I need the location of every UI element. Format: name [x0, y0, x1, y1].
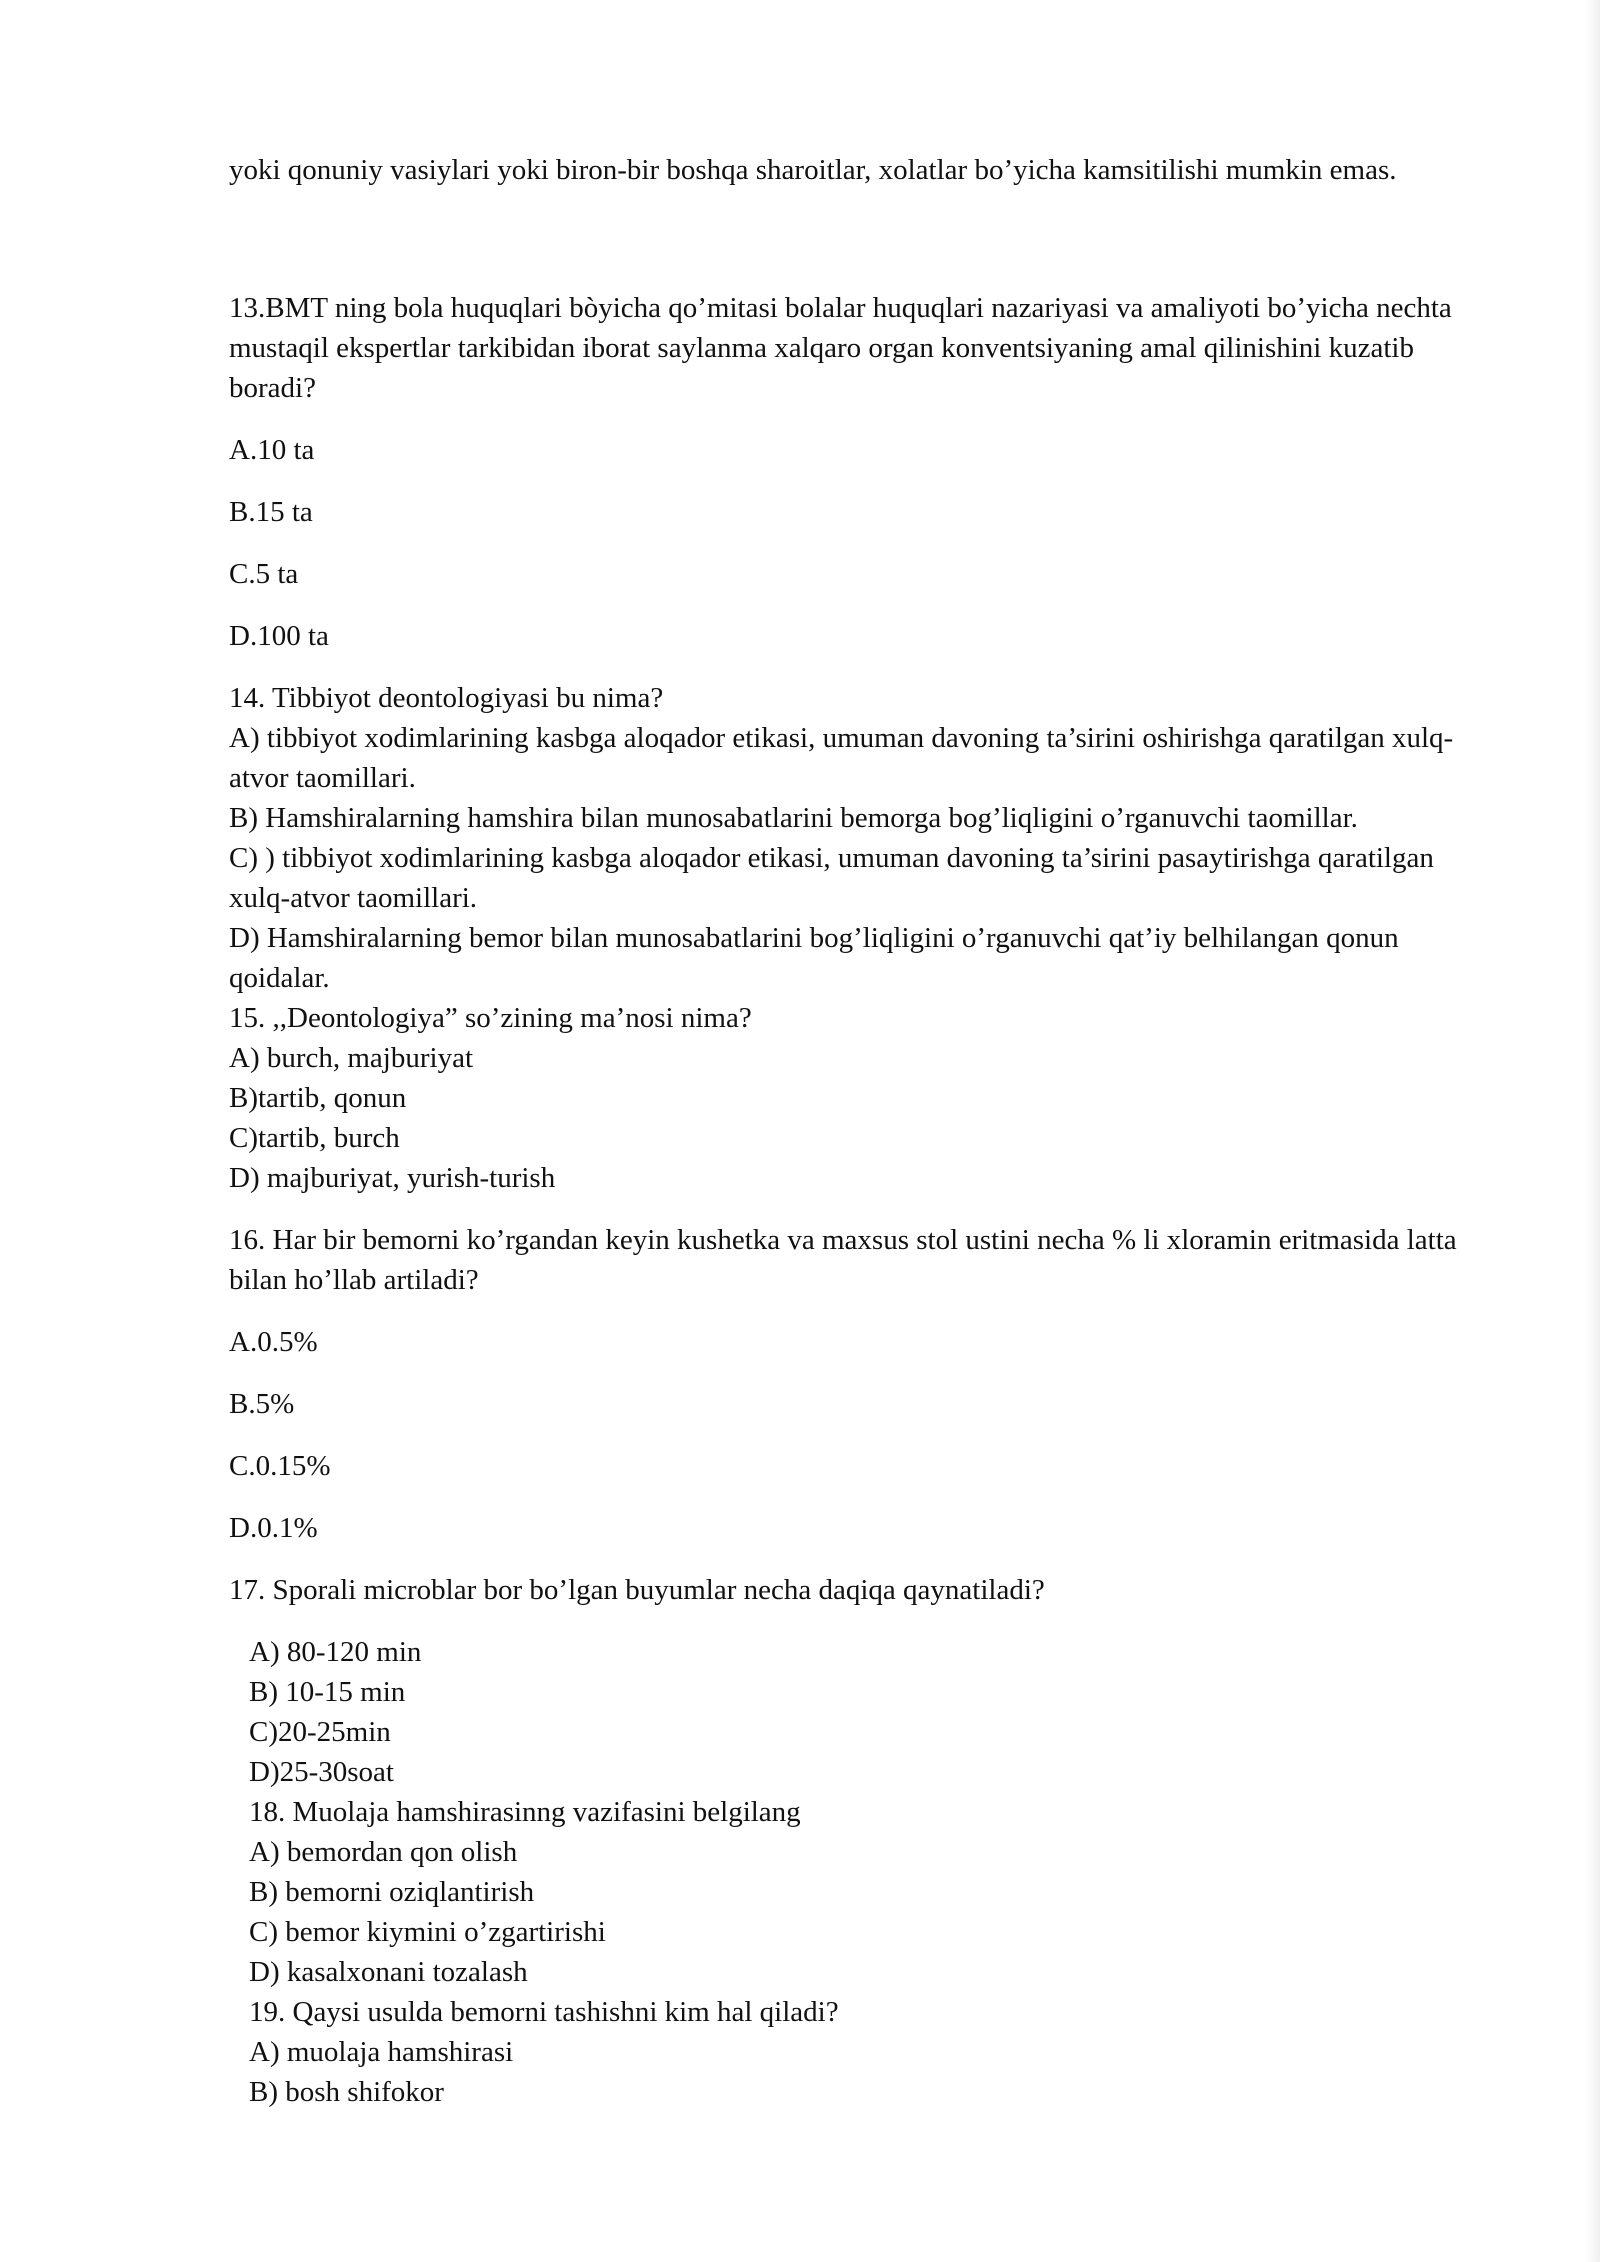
q18-option-a: A) bemordan qon olish [249, 1836, 518, 1868]
q17-option-b: B) 10-15 min [249, 1676, 406, 1708]
q18-option-b: B) bemorni oziqlantirish [249, 1876, 535, 1908]
q16-option-a: A.0.5% [229, 1326, 318, 1358]
question-18: 18. Muolaja hamshirasinng vazifasini belgilang [249, 1796, 801, 1828]
question-14: 14. Tibbiyot deontologiyasi bu nima? [229, 682, 664, 714]
question-19: 19. Qaysi usulda bemorni tashishni kim hal qiladi? [249, 1996, 839, 2028]
question-13: 13.BMT ning bola huquqlari bòyicha qo’mitasi bolalar huquqlari nazariyasi va amaliyoti bo’yicha nechta mustaqil ekspertlar tarkibidan iborat saylanma xalqaro organ konventsiyaning amal qilinishini kuzatib boradi? [229, 292, 1452, 404]
q13-option-b: B.15 ta [229, 496, 313, 528]
q18-option-c: C) bemor kiymini o’zgartirishi [249, 1916, 606, 1948]
q17-option-c: C)20-25min [249, 1716, 391, 1748]
q19-option-b: B) bosh shifokor [249, 2076, 444, 2108]
q15-option-b: B)tartib, qonun [229, 1082, 407, 1114]
q17-option-d: D)25-30soat [249, 1756, 394, 1788]
question-17: 17. Sporali microblar bor bo’lgan buyumlar necha daqiqa qaynatiladi? [229, 1574, 1045, 1606]
q13-option-a: A.10 ta [229, 434, 315, 466]
q19-option-a: A) muolaja hamshirasi [249, 2036, 514, 2068]
q13-option-d: D.100 ta [229, 620, 329, 652]
q14-option-b: B) Hamshiralarning hamshira bilan munosabatlarini bemorga bog’liqligini o’rganuvchi taomillar. [229, 802, 1358, 834]
q18-option-d: D) kasalxonani tozalash [249, 1956, 528, 1988]
document-body [229, 150, 1459, 2112]
q14-option-d: D) Hamshiralarning bemor bilan munosabatlarini bog’liqligini o’rganuvchi qat’iy belhilangan qonun qoidalar. [229, 922, 1399, 994]
q16-option-c: C.0.15% [229, 1450, 331, 1482]
q14-option-a: A) tibbiyot xodimlarining kasbga aloqador etikasi, umuman davoning ta’sirini oshirishga qaratilgan xulq-atvor taomillari. [229, 722, 1454, 794]
q15-option-c: C)tartib, burch [229, 1122, 400, 1154]
q13-option-c: C.5 ta [229, 558, 299, 590]
q15-option-d: D) majburiyat, yurish-turish [229, 1162, 556, 1194]
q16-option-d: D.0.1% [229, 1512, 318, 1544]
page-edge-shadow [1586, 0, 1600, 2262]
q16-option-b: B.5% [229, 1388, 295, 1420]
q17-option-a: A) 80-120 min [249, 1636, 422, 1668]
q15-option-a: A) burch, majburiyat [229, 1042, 474, 1074]
q14-option-c: C) ) tibbiyot xodimlarining kasbga aloqador etikasi, umuman davoning ta’sirini pasaytirishga qaratilgan xulq-atvor taomillari. [229, 842, 1434, 914]
intro-paragraph: yoki qonuniy vasiylari yoki biron-bir boshqa sharoitlar, xolatlar bo’yicha kamsitilishi mumkin emas. [229, 154, 1397, 186]
question-15: 15. ,,Deontologiya” so’zining ma’nosi nima? [229, 1002, 752, 1034]
question-16: 16. Har bir bemorni ko’rgandan keyin kushetka va maxsus stol ustini necha % li xloramin eritmasida latta bilan ho’llab artiladi? [229, 1224, 1457, 1296]
